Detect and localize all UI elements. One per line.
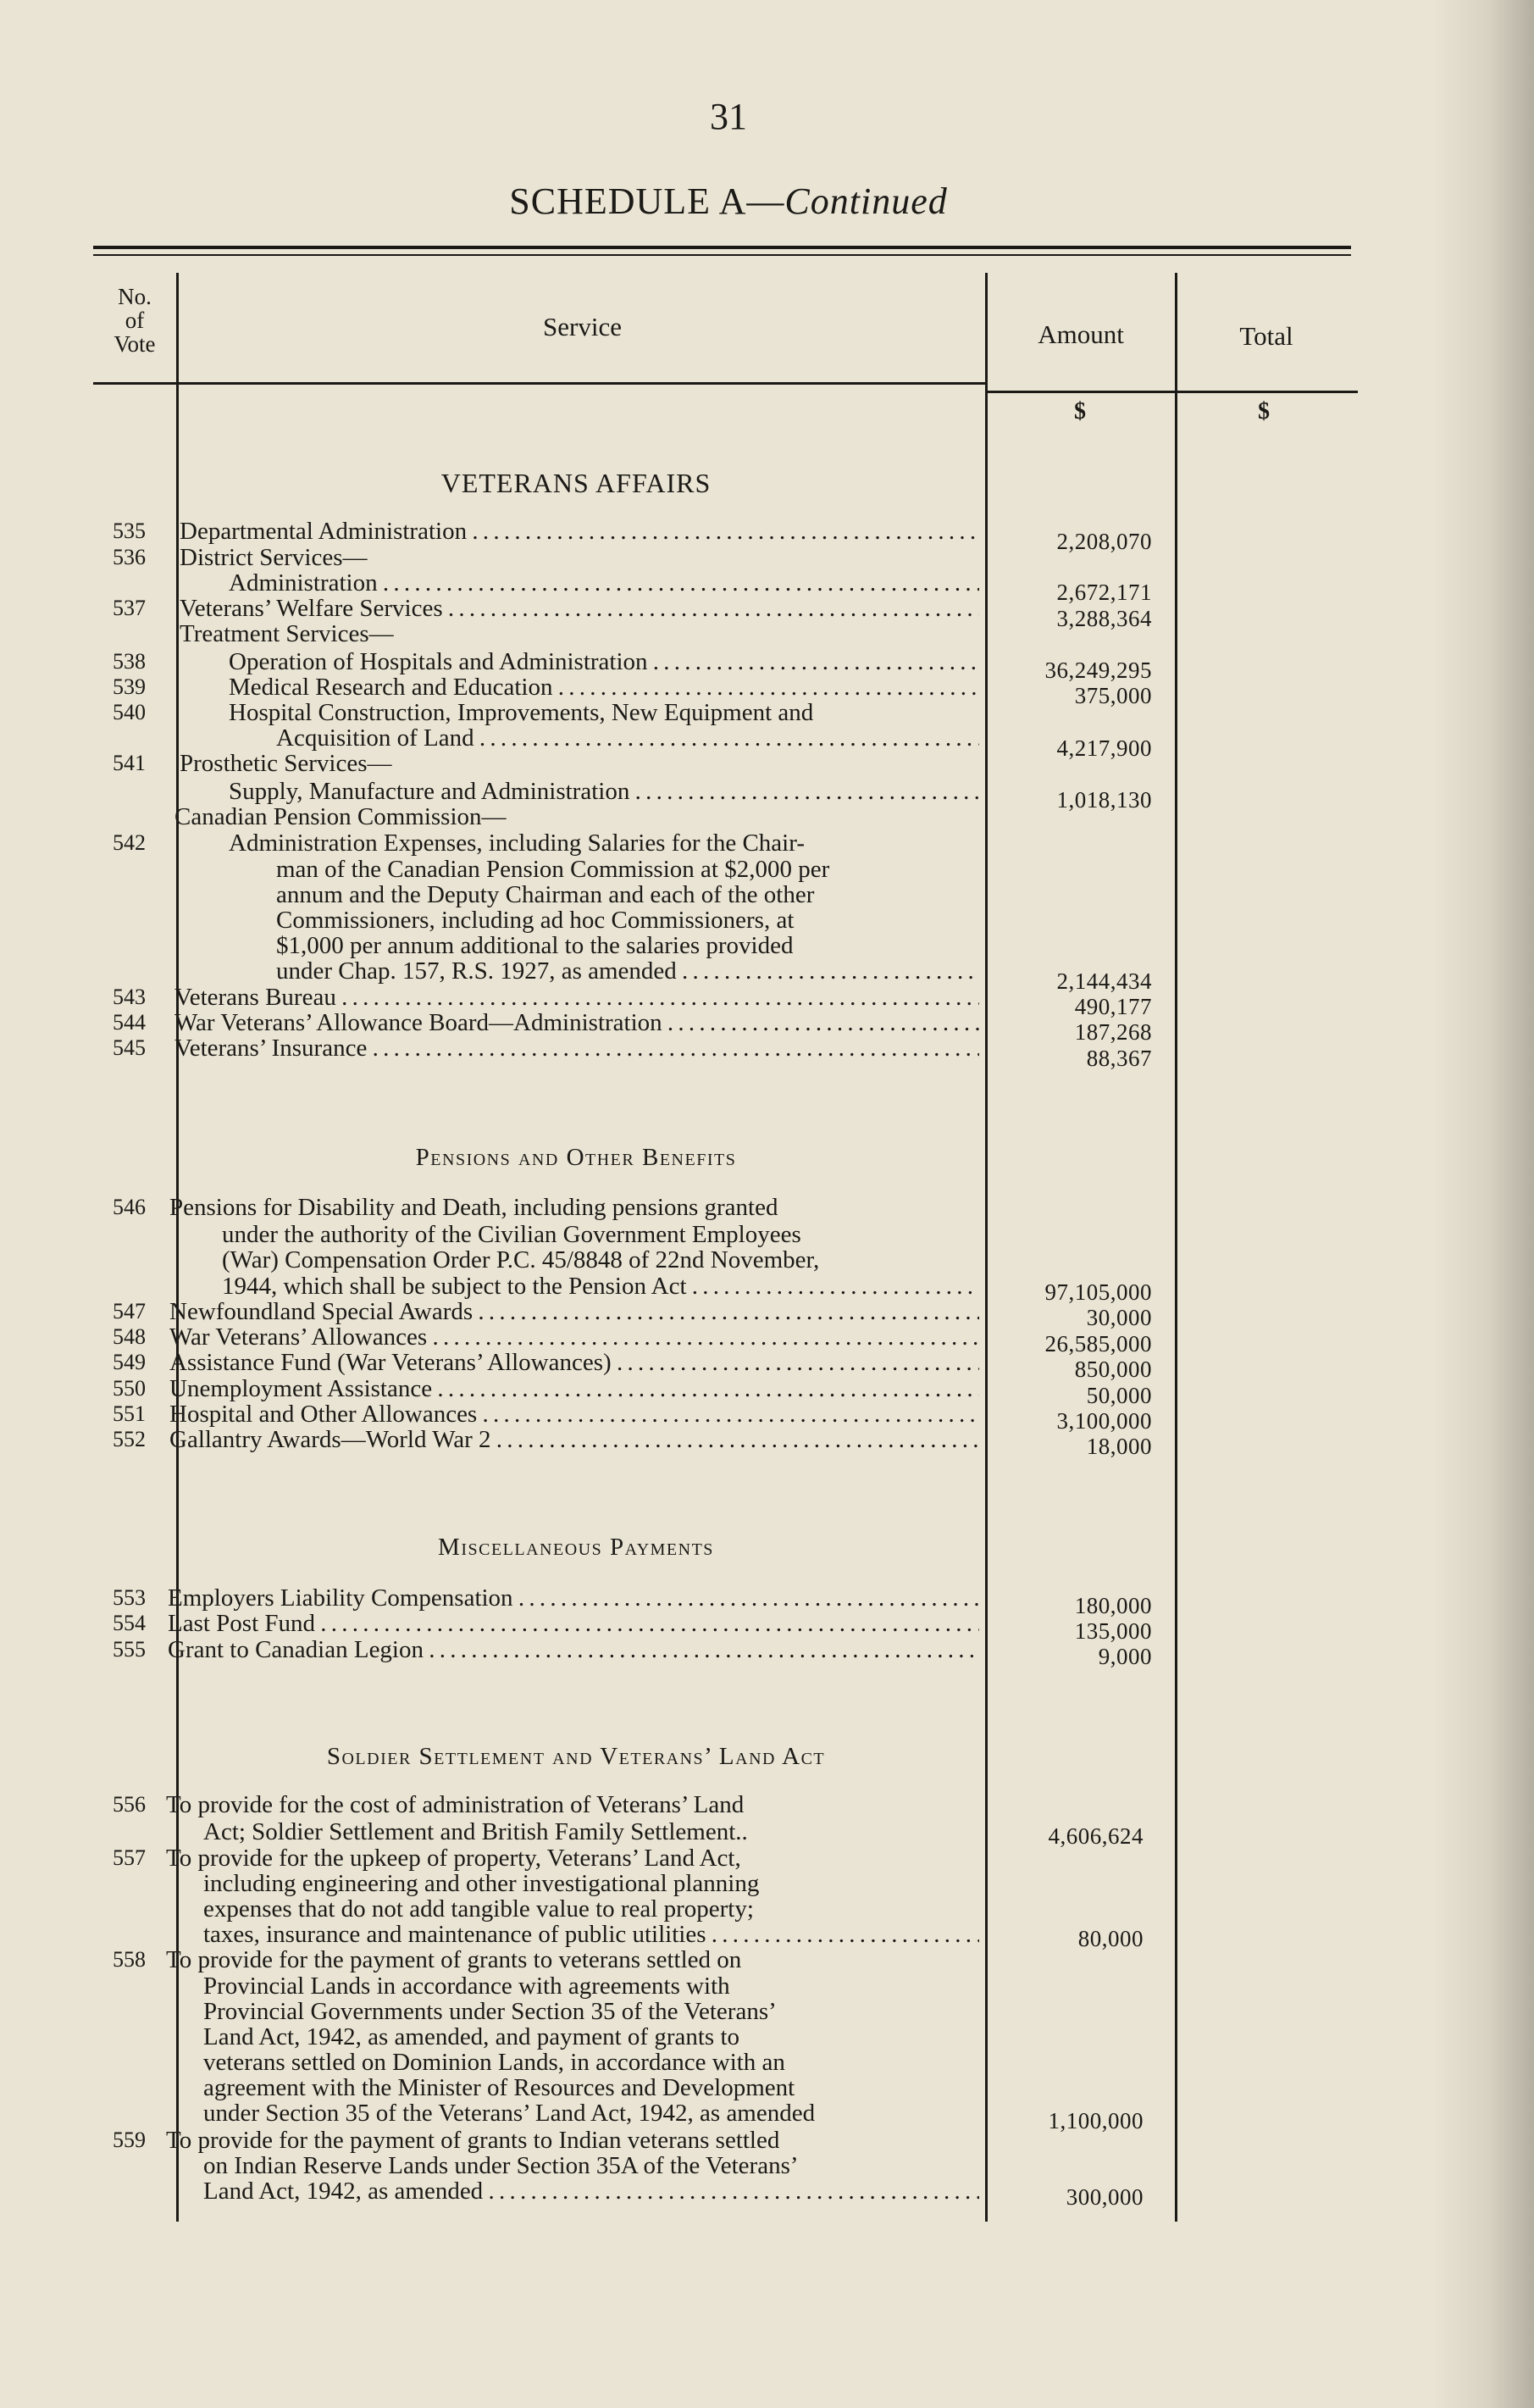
amount-value: 9,000 (1098, 1644, 1152, 1669)
vote-number: 538 (113, 649, 146, 674)
section-heading-soldier-settlement: Soldier Settlement and Veterans’ Land Act (326, 1743, 826, 1770)
section-heading-veterans-affairs: VETERANS AFFAIRS (440, 468, 712, 498)
table-row (0, 857, 1534, 882)
table-row (0, 570, 1534, 596)
total-unit-label: $ (1258, 398, 1270, 424)
service-text: Veterans’ Insurance . . . (174, 1035, 979, 1061)
table-row (0, 1896, 1534, 1922)
service-text: taxes, insurance and maintenance of public utilities . . . (203, 1922, 979, 1947)
service-text: (War) Compensation Order P.C. 45/8848 of 22nd November, (222, 1247, 820, 1273)
vote-number: 535 (113, 519, 146, 543)
vote-number: 544 (113, 1010, 146, 1035)
vote-number: 546 (113, 1195, 146, 1219)
service-text: Last Post Fund . . . (168, 1611, 979, 1636)
page-number: 31 (710, 96, 747, 137)
service-text: Administration Expenses, including Salaries for the Chair- (229, 830, 805, 856)
table-row (0, 596, 1534, 621)
table-row (0, 1611, 1534, 1636)
amount-value: 80,000 (1077, 1926, 1144, 1951)
table-row (0, 1350, 1534, 1375)
service-text: Gallantry Awards—World War 2 . . . (169, 1427, 979, 1452)
service-text: Provincial Lands in accordance with agreements with (203, 1973, 730, 1999)
service-text: man of the Canadian Pension Commission at $2,000 per (276, 857, 830, 882)
table-row (0, 545, 1534, 570)
section-heading-pensions: Pensions and Other Benefits (415, 1144, 737, 1171)
service-text: Hospital and Other Allowances . . . (169, 1401, 979, 1427)
service-text: To provide for the payment of grants to veterans settled on (166, 1947, 742, 1972)
table-row (0, 1324, 1534, 1350)
amount-value: 3,288,364 (1056, 606, 1152, 631)
table-row (0, 779, 1534, 804)
service-text: Medical Research and Education . . . (229, 674, 979, 700)
service-text: Newfoundland Special Awards . . . (169, 1299, 979, 1324)
service-text: Commissioners, including ad hoc Commissioners, at (276, 907, 795, 933)
service-text: To provide for the payment of grants to Indian veterans settled (166, 2128, 780, 2153)
service-text: Supply, Manufacture and Administration . . . (229, 779, 979, 804)
vote-number: 555 (113, 1637, 146, 1662)
service-text: Operation of Hospitals and Administration . . . (229, 649, 979, 674)
amount-value: 3,100,000 (1056, 1408, 1152, 1434)
service-text: Canadian Pension Commission— (174, 804, 507, 829)
table-row (0, 2128, 1534, 2153)
service-text: on Indian Reserve Lands under Section 35A of the Veterans’ (203, 2153, 799, 2178)
amount-value: 88,367 (1086, 1046, 1152, 1071)
vote-number: 553 (113, 1585, 146, 1610)
vote-number: 550 (113, 1376, 146, 1401)
title-rule-thin (93, 254, 1351, 256)
service-text: Employers Liability Compensation . . . (168, 1585, 979, 1611)
vote-number: 554 (113, 1611, 146, 1635)
table-row (0, 751, 1534, 776)
table-row (0, 907, 1534, 933)
table-row (0, 2024, 1534, 2050)
schedule-title-continued: Continued (784, 180, 948, 222)
table-row (0, 985, 1534, 1010)
table-row (0, 649, 1534, 674)
table-row (0, 2100, 1534, 2126)
table-row (0, 674, 1534, 700)
service-text: Land Act, 1942, as amended . . . (203, 2178, 979, 2204)
service-text: Veterans Bureau . . . (174, 985, 979, 1010)
amount-value: 2,672,171 (1056, 580, 1152, 605)
vote-number: 536 (113, 545, 146, 569)
table-row (0, 2050, 1534, 2075)
vote-number: 545 (113, 1035, 146, 1060)
column-header-vote-line1: No. (118, 284, 152, 309)
service-text: Unemployment Assistance . . . (169, 1376, 979, 1401)
table-row (0, 1845, 1534, 1871)
vote-number: 547 (113, 1299, 146, 1323)
header-bottom-rule-right (985, 391, 1358, 393)
vote-number: 543 (113, 985, 146, 1009)
service-text: Veterans’ Welfare Services . . . (180, 596, 979, 621)
table-row (0, 2178, 1534, 2204)
vote-number: 552 (113, 1427, 146, 1451)
table-row (0, 1637, 1534, 1662)
vote-number: 558 (113, 1947, 146, 1972)
service-text: Assistance Fund (War Veterans’ Allowances) . . . (169, 1350, 979, 1375)
table-row (0, 1585, 1534, 1611)
amount-value: 135,000 (1074, 1618, 1152, 1644)
service-text: District Services— (180, 545, 368, 570)
schedule-title-main: SCHEDULE A— (509, 180, 785, 222)
table-row (0, 519, 1534, 544)
table-row (0, 1222, 1534, 1247)
table-row (0, 1922, 1534, 1947)
amount-value: 18,000 (1086, 1434, 1152, 1459)
service-text: including engineering and other investigational planning (203, 1871, 760, 1896)
table-row (0, 1010, 1534, 1035)
table-row (0, 933, 1534, 958)
amount-value: 375,000 (1074, 683, 1152, 708)
amount-value: 187,268 (1074, 1019, 1152, 1045)
service-text: Prosthetic Services— (180, 751, 392, 776)
table-row (0, 1792, 1534, 1817)
amount-value: 50,000 (1086, 1383, 1152, 1408)
table-row (0, 958, 1534, 984)
schedule-title (0, 180, 1457, 223)
service-text: Provincial Governments under Section 35 of the Veterans’ (203, 1999, 777, 2024)
table-row (0, 1195, 1534, 1220)
service-text: expenses that do not add tangible value to real property; (203, 1896, 754, 1922)
service-text: To provide for the cost of administration of Veterans’ Land (166, 1792, 745, 1817)
vote-number: 542 (113, 830, 146, 855)
amount-value: 4,606,624 (1048, 1823, 1144, 1849)
service-text: $1,000 per annum additional to the salaries provided (276, 933, 794, 958)
amount-value: 180,000 (1074, 1593, 1152, 1618)
vote-number: 548 (113, 1324, 146, 1349)
table-row (0, 2153, 1534, 2178)
service-text: War Veterans’ Allowance Board—Administration . . . (174, 1010, 979, 1035)
amount-value: 2,144,434 (1056, 968, 1152, 994)
table-row (0, 2075, 1534, 2100)
service-text: agreement with the Minister of Resources and Development (203, 2075, 795, 2100)
table-row (0, 1871, 1534, 1896)
table-row (0, 1401, 1534, 1427)
title-rule-thick (93, 246, 1351, 249)
amount-value: 36,249,295 (1044, 657, 1152, 683)
vote-number: 551 (113, 1401, 146, 1426)
service-text: 1944, which shall be subject to the Pension Act . . . (222, 1273, 979, 1299)
table-row (0, 1973, 1534, 1999)
service-text: veterans settled on Dominion Lands, in accordance with an (203, 2050, 785, 2075)
service-text: Departmental Administration . . . (180, 519, 979, 544)
table-row (0, 1273, 1534, 1299)
amount-value: 4,217,900 (1056, 735, 1152, 761)
amount-unit-label: $ (1074, 398, 1086, 424)
table-row (0, 1819, 1534, 1845)
table-row (0, 725, 1534, 751)
vote-number: 559 (113, 2128, 146, 2152)
header-bottom-rule-left (93, 382, 988, 385)
section-heading-miscellaneous: Miscellaneous Payments (438, 1534, 714, 1561)
column-header-amount: Amount (1038, 319, 1124, 349)
table-row (0, 1035, 1534, 1061)
service-text: under Chap. 157, R.S. 1927, as amended . . . (276, 958, 979, 984)
vote-number: 541 (113, 751, 146, 775)
vote-number: 539 (113, 674, 146, 699)
service-text: Administration . . . (229, 570, 979, 596)
service-text: under Section 35 of the Veterans’ Land Act, 1942, as amended (203, 2100, 816, 2126)
column-header-service: Service (543, 312, 622, 341)
service-text: Treatment Services— (180, 621, 394, 646)
table-row (0, 700, 1534, 725)
service-text: Grant to Canadian Legion . . . (168, 1637, 979, 1662)
amount-value: 97,105,000 (1044, 1279, 1152, 1305)
service-text: Land Act, 1942, as amended, and payment of grants to (203, 2024, 740, 2050)
service-text: Acquisition of Land . . . (276, 725, 979, 751)
table-row (0, 1247, 1534, 1273)
column-header-vote (93, 285, 176, 356)
table-row (0, 830, 1534, 856)
service-text: annum and the Deputy Chairman and each of the other (276, 882, 815, 907)
column-header-vote-line2: of (125, 308, 145, 333)
amount-value: 490,177 (1074, 994, 1152, 1019)
amount-value: 1,018,130 (1056, 787, 1152, 813)
amount-value: 2,208,070 (1056, 529, 1152, 554)
vote-number: 540 (113, 700, 146, 724)
column-header-vote-line3: Vote (114, 331, 156, 357)
amount-value: 300,000 (1066, 2184, 1144, 2210)
amount-value: 1,100,000 (1048, 2108, 1144, 2133)
column-header-total: Total (1239, 321, 1293, 351)
service-text: Pensions for Disability and Death, including pensions granted (169, 1195, 778, 1220)
amount-value: 30,000 (1086, 1305, 1152, 1330)
service-text: War Veterans’ Allowances . . . (169, 1324, 979, 1350)
vote-number: 537 (113, 596, 146, 620)
service-text: Act; Soldier Settlement and British Family Settlement.. (203, 1819, 748, 1845)
table-row (0, 1999, 1534, 2024)
table-row (0, 1299, 1534, 1324)
service-text: To provide for the upkeep of property, Veterans’ Land Act, (166, 1845, 741, 1871)
vote-number: 556 (113, 1792, 146, 1817)
service-text: under the authority of the Civilian Government Employees (222, 1222, 801, 1247)
table-row (0, 621, 1534, 646)
service-text: Hospital Construction, Improvements, New Equipment and (229, 700, 814, 725)
table-row (0, 1376, 1534, 1401)
table-row (0, 1947, 1534, 1972)
vote-number: 549 (113, 1350, 146, 1374)
table-row (0, 804, 1534, 829)
table-row (0, 882, 1534, 907)
amount-value: 850,000 (1074, 1357, 1152, 1382)
vote-number: 557 (113, 1845, 146, 1870)
amount-value: 26,585,000 (1044, 1331, 1152, 1357)
table-row (0, 1427, 1534, 1452)
